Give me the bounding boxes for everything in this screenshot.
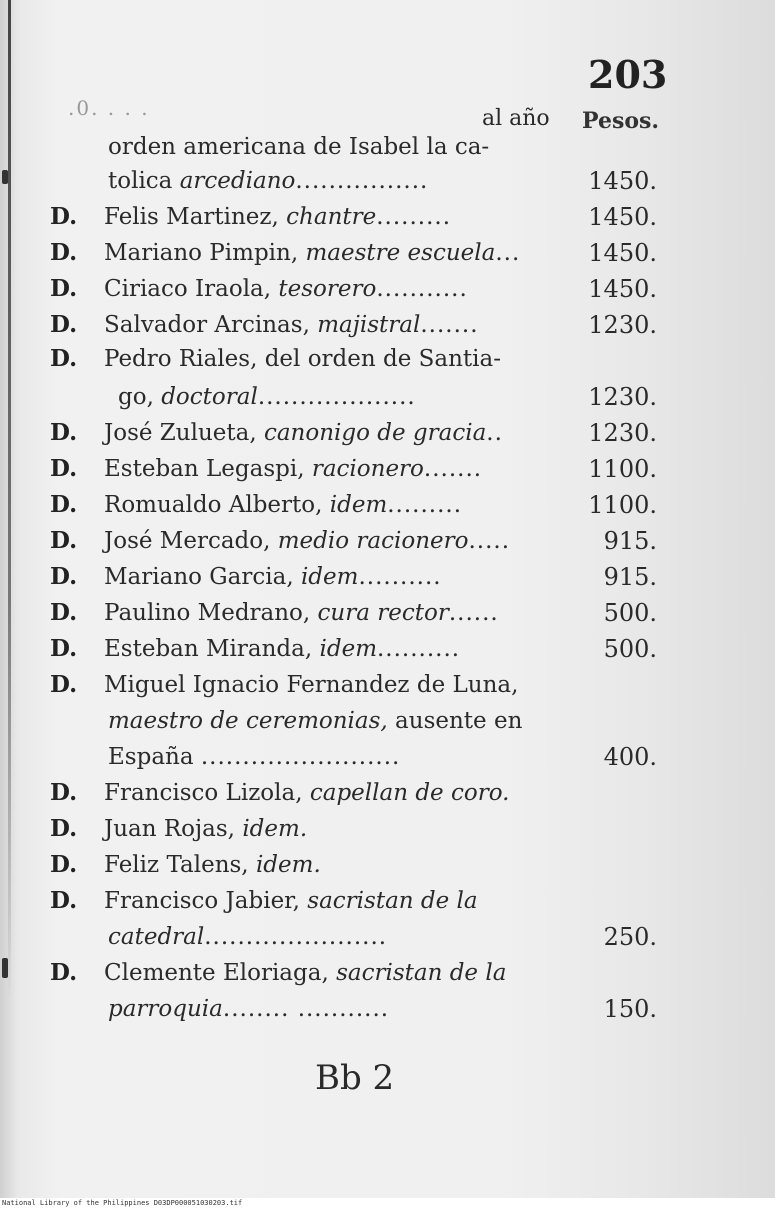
entry-text: [108, 992, 389, 1026]
entry-line: [0, 668, 775, 702]
entry-tail: ausente en: [387, 708, 523, 734]
entry-name: orden americana de Isabel la ca-: [108, 134, 490, 160]
entry-amount: 1230.: [588, 419, 657, 447]
entry-line: [0, 920, 775, 954]
entry-title-prefix: D.: [50, 671, 78, 698]
entry-title-prefix: D.: [50, 491, 78, 518]
leader-dots: ...: [495, 240, 521, 266]
entry-text: [104, 956, 506, 990]
entry-title-prefix: D.: [50, 563, 78, 590]
entry-name: José Mercado,: [104, 528, 278, 554]
entry-text: [108, 920, 387, 954]
entry-title-prefix: D.: [50, 635, 78, 662]
entry-text: [108, 740, 400, 774]
entry-text: [108, 164, 428, 198]
entry-line: [0, 812, 775, 846]
entry-amount: 915.: [603, 563, 657, 591]
entry-name: Romualdo Alberto,: [104, 492, 330, 518]
entry-name: go,: [118, 384, 162, 410]
leader-dots: ........................: [200, 744, 401, 770]
entry-amount: 500.: [603, 635, 657, 663]
entry-text: [104, 200, 451, 234]
entry-title-prefix: D.: [50, 527, 78, 554]
entry-text: [104, 416, 503, 450]
entry-line: [0, 488, 775, 522]
entry-role: idem: [300, 564, 359, 590]
entry-title-prefix: D.: [50, 779, 78, 806]
column-head-pesos: Pesos.: [582, 108, 660, 134]
entry-name: Ciriaco Iraola,: [104, 276, 279, 302]
entry-title-prefix: D.: [50, 455, 78, 482]
entry-line: [0, 560, 775, 594]
entry-role: canonigo de gracia: [263, 420, 487, 446]
entry-name: Esteban Legaspi,: [104, 456, 312, 482]
entry-role: parroquia: [108, 996, 223, 1022]
entry-role: majistral: [317, 312, 421, 338]
entry-line: [0, 416, 775, 450]
entry-title-prefix: D.: [50, 815, 78, 842]
entry-amount: 915.: [603, 527, 657, 555]
entry-title-prefix: D.: [50, 203, 78, 230]
entry-name: José Zulueta,: [104, 420, 264, 446]
entry-title-prefix: D.: [50, 345, 78, 372]
entry-amount: 1450.: [588, 167, 657, 195]
entry-role: idem: [319, 636, 377, 662]
entry-role: idem.: [242, 816, 308, 842]
entry-line: [0, 236, 775, 270]
entry-amount: 1230.: [588, 383, 657, 411]
entry-role: medio racionero: [277, 528, 469, 554]
entry-name: Francisco Lizola,: [104, 780, 310, 806]
entry-name: Juan Rojas,: [104, 816, 243, 842]
entry-line: [0, 776, 775, 810]
entry-line: [0, 740, 775, 774]
entry-role: arcediano: [179, 168, 296, 194]
entry-role: doctoral: [161, 384, 258, 410]
entry-text: [104, 488, 462, 522]
leader-dots: ...........: [376, 276, 468, 302]
entry-name: Miguel Ignacio Fernandez de Luna,: [104, 672, 519, 698]
entry-text: [108, 130, 489, 164]
entry-name: Clemente Eloriaga,: [104, 960, 337, 986]
entry-line: [0, 848, 775, 882]
entry-title-prefix: D.: [50, 599, 78, 626]
signature-text: Bb 2: [315, 1058, 395, 1098]
entry-amount: 150.: [603, 995, 657, 1023]
entry-title-prefix: D.: [50, 851, 78, 878]
entry-amount: 1450.: [588, 203, 657, 231]
entry-name: Pedro Riales, del orden de Santia-: [104, 346, 502, 372]
entry-name: Francisco Jabier,: [104, 888, 308, 914]
entry-line: [0, 704, 775, 738]
leader-dots: ......................: [204, 924, 388, 950]
leader-dots: ..........: [358, 564, 442, 590]
entry-amount: 1230.: [588, 311, 657, 339]
entry-text: [104, 236, 520, 270]
entry-line: [0, 200, 775, 234]
entry-title-prefix: D.: [50, 419, 78, 446]
entry-text: [104, 308, 479, 342]
entry-title-prefix: D.: [50, 239, 78, 266]
entry-text: [118, 380, 416, 414]
entry-name: Paulino Medrano,: [104, 600, 318, 626]
entry-role: maestro de ceremonias,: [108, 708, 388, 734]
entry-line: [0, 342, 775, 376]
entry-role: idem.: [255, 852, 321, 878]
entry-title-prefix: D.: [50, 275, 78, 302]
entry-role: maestre escuela: [305, 240, 496, 266]
header-fragment: .0. . . .: [68, 96, 150, 120]
entry-role: tesorero: [278, 276, 377, 302]
entry-amount: 500.: [603, 599, 657, 627]
leader-dots: ...................: [257, 384, 416, 410]
entry-role: chantre: [286, 204, 377, 230]
leader-dots: .......: [423, 456, 483, 482]
entry-line: [0, 632, 775, 666]
entry-role: cura rector: [317, 600, 449, 626]
leader-dots: ..........: [377, 636, 461, 662]
entry-name: Mariano Garcia,: [104, 564, 301, 590]
entry-role: capellan de coro.: [309, 780, 510, 806]
entry-line: [0, 452, 775, 486]
entry-name: Esteban Miranda,: [104, 636, 320, 662]
entry-text: [104, 812, 307, 846]
entry-title-prefix: D.: [50, 311, 78, 338]
leader-dots: .........: [387, 492, 463, 518]
entry-amount: 1100.: [588, 455, 657, 483]
entry-text: [104, 668, 518, 702]
entry-text: [104, 272, 468, 306]
scan-caption: National Library of the Philippines D03DP000051030203.tif: [2, 1199, 243, 1207]
entry-role: catedral: [108, 924, 205, 950]
leader-dots: ..: [486, 420, 503, 446]
leader-dots: ........ ...........: [222, 996, 390, 1022]
entry-line: [0, 380, 775, 414]
leader-dots: .........: [376, 204, 452, 230]
entry-name: Mariano Pimpin,: [104, 240, 306, 266]
entry-line: [0, 524, 775, 558]
entry-line: [0, 956, 775, 990]
entry-text: [104, 452, 482, 486]
entry-line: [0, 130, 775, 164]
entry-amount: 400.: [603, 743, 657, 771]
entry-role: racionero: [311, 456, 424, 482]
entry-name: España: [108, 744, 201, 770]
entry-name: Salvador Arcinas,: [104, 312, 318, 338]
entry-text: [104, 632, 460, 666]
entry-amount: 1450.: [588, 239, 657, 267]
entry-name: Felis Martinez,: [104, 204, 287, 230]
leader-dots: .....: [468, 528, 511, 554]
entry-role: sacristan de la: [307, 888, 478, 914]
entry-name: Feliz Talens,: [104, 852, 256, 878]
leader-dots: ................: [295, 168, 429, 194]
entry-title-prefix: D.: [50, 959, 78, 986]
entry-text: [104, 884, 478, 918]
entry-line: [0, 596, 775, 630]
entry-text: [104, 524, 510, 558]
entry-amount: 1450.: [588, 275, 657, 303]
entry-title-prefix: D.: [50, 887, 78, 914]
entry-amount: 250.: [603, 923, 657, 951]
entry-text: [104, 596, 499, 630]
entry-text: [108, 704, 522, 738]
entry-amount: 1100.: [588, 491, 657, 519]
entry-line: [0, 308, 775, 342]
column-head-per-year: al año: [482, 106, 550, 131]
entry-text: [104, 560, 442, 594]
entry-text: [104, 848, 321, 882]
entry-line: [0, 884, 775, 918]
entry-name: tolica: [108, 168, 180, 194]
entry-role: sacristan de la: [336, 960, 507, 986]
entry-line: [0, 164, 775, 198]
leader-dots: ......: [448, 600, 499, 626]
entry-text: [104, 342, 501, 376]
entry-line: [0, 272, 775, 306]
page-number: 203: [588, 52, 668, 97]
entry-role: idem: [329, 492, 388, 518]
entry-line: [0, 992, 775, 1026]
entry-text: [104, 776, 509, 810]
leader-dots: .......: [420, 312, 479, 338]
